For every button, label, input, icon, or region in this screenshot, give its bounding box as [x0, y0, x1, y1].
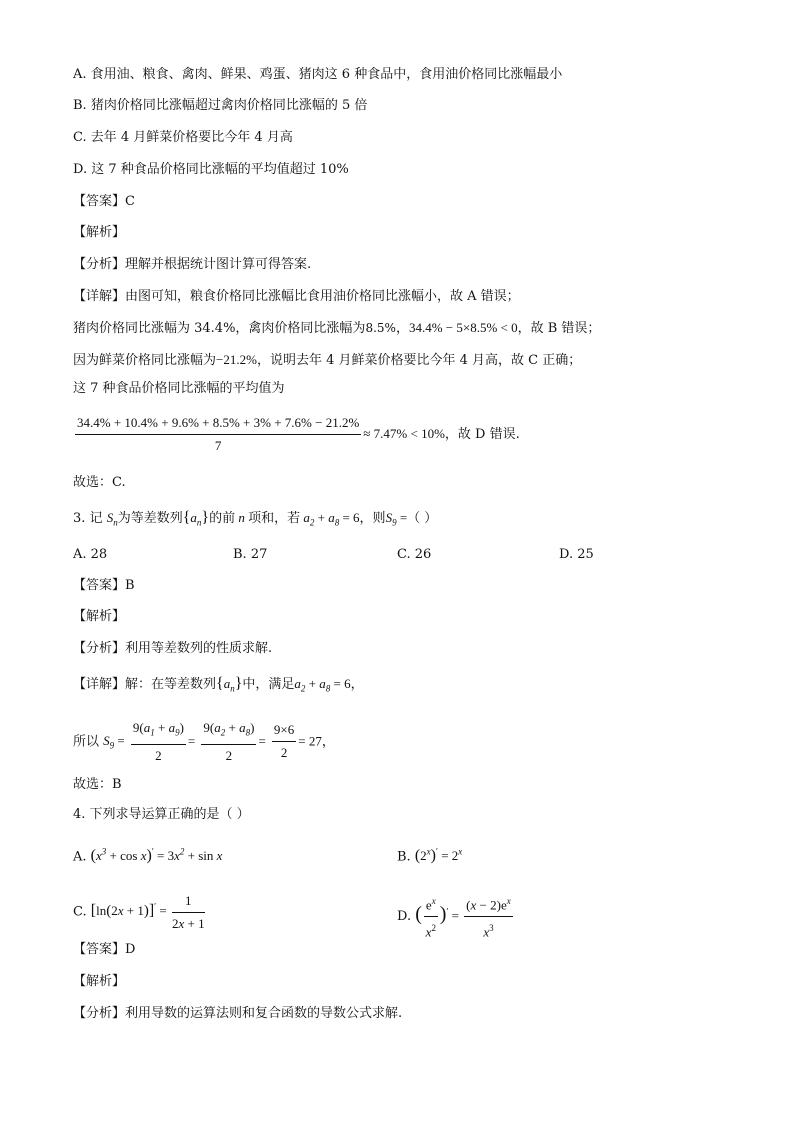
fenxi-text: 利用等差数列的性质求解.	[125, 641, 273, 656]
q4-option-d	[397, 891, 515, 943]
answer-value: D	[125, 942, 136, 957]
q3-answer-line	[73, 577, 135, 595]
stem-text: 为等差数列	[117, 511, 183, 526]
suoyi-text: 所以	[73, 734, 100, 750]
detail-line-2	[73, 319, 600, 338]
math-s9: $S_9$ =	[103, 733, 125, 751]
fenxi-tag: 【分析】	[73, 641, 126, 656]
q4-fenxi-line	[73, 1005, 402, 1023]
q4-option-c	[73, 891, 207, 934]
question-4-stem: 4. 下列求导运算正确的是（ ）	[73, 807, 250, 822]
option-formula: $(x^3 + \cos x)' = 3x^2 + \sin x$	[90, 847, 223, 865]
detail-value: 8.5%	[365, 321, 396, 335]
answer-tag: 【答案】	[73, 578, 126, 593]
fraction-3: $\frac{9\times 6}{2}$	[273, 722, 295, 761]
math-sequence: $\{a_n\}$	[216, 675, 243, 694]
option-formula: [ln(2x + 1)]′ = $\frac{1}{2x + 1}$	[90, 893, 205, 931]
option-formula: ( $\frac{e^x}{x^2}$ )′ = $\frac{(x - 2)e^x}{x^3}$	[415, 908, 515, 923]
fraction-1: $\frac{9(a_1 + a_9)}{2}$	[132, 720, 184, 763]
q4-option-a	[73, 843, 222, 866]
option-label: B.	[397, 849, 411, 865]
xiangjie-tag: 【详解】	[73, 677, 126, 692]
xiangjie-text: 中，满足	[242, 677, 295, 692]
q3-option-b: B. 27	[233, 547, 268, 562]
equals: =	[258, 733, 266, 749]
xiangjie-text: ，	[350, 677, 364, 692]
q3-xiangjie-line	[73, 675, 364, 698]
fraction-2: $\frac{9(a_2 + a_8)}{2}$	[203, 720, 255, 763]
result-tail: ，	[321, 734, 335, 750]
option-b: B. 猪肉价格同比涨幅超过禽肉价格同比涨幅的 5 倍	[73, 98, 368, 113]
math-s9: $S_9$ =	[385, 510, 408, 528]
q3-option-c: C. 26	[397, 547, 432, 562]
q4-option-b	[397, 843, 462, 866]
fenxi-text: 利用导数的运算法则和复合函数的导数公式求解.	[125, 1006, 403, 1021]
fraction-denominator: 7	[214, 438, 222, 453]
option-label: D.	[397, 908, 412, 924]
answer-tag: 【答案】	[73, 942, 126, 957]
fenxi-line	[73, 256, 311, 274]
question-3-stem	[73, 509, 437, 532]
q3-option-a: A. 28	[73, 547, 108, 562]
stem-text: 项和，若	[248, 511, 301, 526]
detail-value: −21.2%	[216, 352, 257, 367]
q3-option-d: D. 25	[559, 547, 594, 562]
math-sn: $S_n$	[106, 510, 118, 528]
q4-answer-line	[73, 941, 135, 959]
fenxi-text: 理解并根据统计图计算可得答案.	[125, 257, 312, 272]
fraction-numerator: 34.4% + 10.4% + 9.6% + 8.5% + 3% + 7.6% − 21.2%	[75, 413, 361, 435]
math-n: n	[235, 510, 249, 525]
stem-text: （ ）	[407, 511, 438, 526]
q4-analysis-tag: 【解析】	[73, 974, 126, 989]
detail-text: ，说明去年 4 月鲜菜价格要比今年 4 月高，故 C 正确；	[256, 353, 582, 368]
stem-text: 的前	[209, 511, 236, 526]
stem-text: ，则	[359, 511, 386, 526]
xiangjie-line	[73, 288, 520, 306]
detail-text: ，故 B 错误；	[517, 321, 601, 336]
average-formula	[73, 413, 520, 456]
fenxi-tag: 【分析】	[73, 257, 126, 272]
option-c: C. 去年 4 月鲜菜价格要比今年 4 月高	[73, 130, 293, 145]
answer-value: B	[125, 578, 135, 593]
q3-select-line: 故选：B	[73, 777, 122, 792]
q3-fenxi-line	[73, 640, 272, 658]
analysis-tag: 【解析】	[73, 225, 126, 240]
option-label: A.	[73, 849, 87, 865]
equals: =	[187, 733, 196, 749]
average-fraction	[75, 413, 361, 456]
detail-text: 因为鲜菜价格同比涨幅为	[73, 353, 217, 368]
math-condition: $a_2 + a_8 = 6$	[294, 676, 351, 694]
math-condition: $a_2 + a_8 = 6$	[300, 510, 360, 528]
average-result: ≈ 7.47% < 10%	[363, 426, 445, 441]
detail-text: ，	[395, 321, 409, 336]
math-sequence: $\{a_n\}$	[182, 509, 210, 528]
average-tail: ，故 D 错误.	[444, 427, 520, 442]
answer-value: C	[125, 194, 135, 209]
option-a: A. 食用油、粮食、禽肉、鲜果、鸡蛋、猪肉这 6 种食品中，食用油价格同比涨幅最小	[73, 67, 563, 82]
fenxi-tag: 【分析】	[73, 1006, 126, 1021]
q3-analysis-tag: 【解析】	[73, 609, 126, 624]
q3-sum-formula	[73, 718, 335, 766]
option-label: C.	[73, 904, 87, 920]
detail-formula: 34.4% − 5×8.5% < 0	[408, 320, 518, 335]
option-d: D. 这 7 种食品价格同比涨幅的平均值超过 10%	[73, 162, 349, 177]
xiangjie-text: 由图可知，粮食价格同比涨幅比食用油价格同比涨幅小，故 A 错误；	[125, 289, 520, 304]
select-line: 故选：C.	[73, 475, 126, 490]
answer-line	[73, 193, 135, 211]
xiangjie-text: 解：在等差数列	[125, 677, 217, 692]
detail-line-3	[73, 351, 581, 370]
stem-text: 3. 记	[73, 511, 103, 526]
answer-tag: 【答案】	[73, 194, 126, 209]
result: = 27	[298, 733, 322, 749]
xiangjie-tag: 【详解】	[73, 289, 126, 304]
detail-text: 猪肉价格同比涨幅为 34.4%，禽肉价格同比涨幅为	[73, 321, 366, 336]
detail-line-4: 这 7 种食品价格同比涨幅的平均值为	[73, 381, 285, 396]
option-formula: $(2^x)' = 2^x$	[414, 847, 463, 865]
